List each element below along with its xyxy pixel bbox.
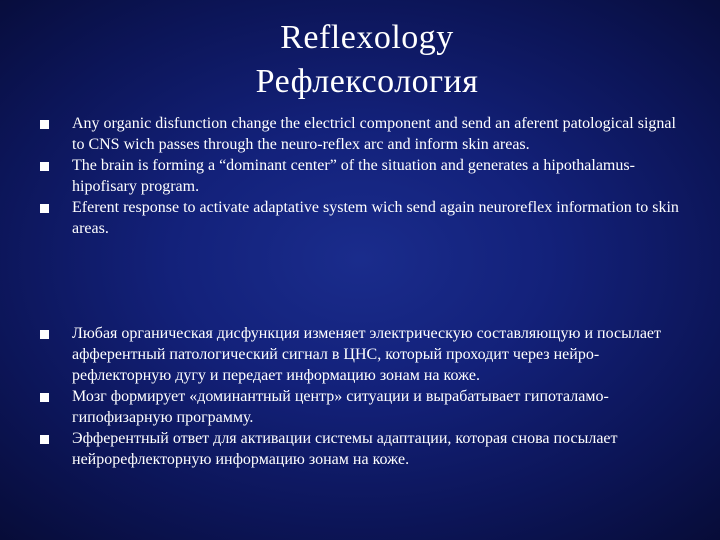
square-bullet-icon	[40, 120, 49, 129]
square-bullet-icon	[40, 204, 49, 213]
list-item	[40, 113, 690, 155]
list-item-text: Эфферентный ответ для активации системы адаптации, которая снова посылает нейрорефлекторную информацию зонам на коже.	[72, 430, 618, 468]
list-item-text: Eferent response to activate adaptative system wich send again neuroreflex information to skin areas.	[72, 199, 679, 237]
square-bullet-icon	[40, 393, 49, 402]
list-item	[40, 428, 690, 470]
list-item-text: Мозг формирует «доминантный центр» ситуации и вырабатывает гипоталамо-гипофизарную программу.	[72, 388, 609, 426]
square-bullet-icon	[40, 330, 49, 339]
list-item-text: The brain is forming a “dominant center” of the situation and generates a hipothalamus-hipofisary program.	[72, 157, 635, 195]
square-bullet-icon	[40, 162, 49, 171]
slide-title	[0, 16, 720, 104]
list-item-text: Any organic disfunction change the electricl component and send an aferent patological signal to CNS wich passes through the neuro-reflex arc and inform skin areas.	[72, 115, 676, 153]
square-bullet-icon	[40, 435, 49, 444]
title-russian: Рефлексология	[255, 63, 479, 100]
list-item	[40, 323, 690, 386]
list-item	[40, 155, 690, 197]
list-item	[40, 197, 690, 239]
russian-bullet-list	[40, 323, 690, 470]
list-item-text: Любая органическая дисфункция изменяет электрическую составляющую и посылает афферентный патологический сигнал в ЦНС, который проходит через нейро-рефлекторную дугу и передает информацию зонам на коже.	[72, 325, 662, 384]
title-english: Reflexology	[280, 19, 454, 56]
list-item	[40, 386, 690, 428]
english-bullet-list	[40, 113, 690, 239]
